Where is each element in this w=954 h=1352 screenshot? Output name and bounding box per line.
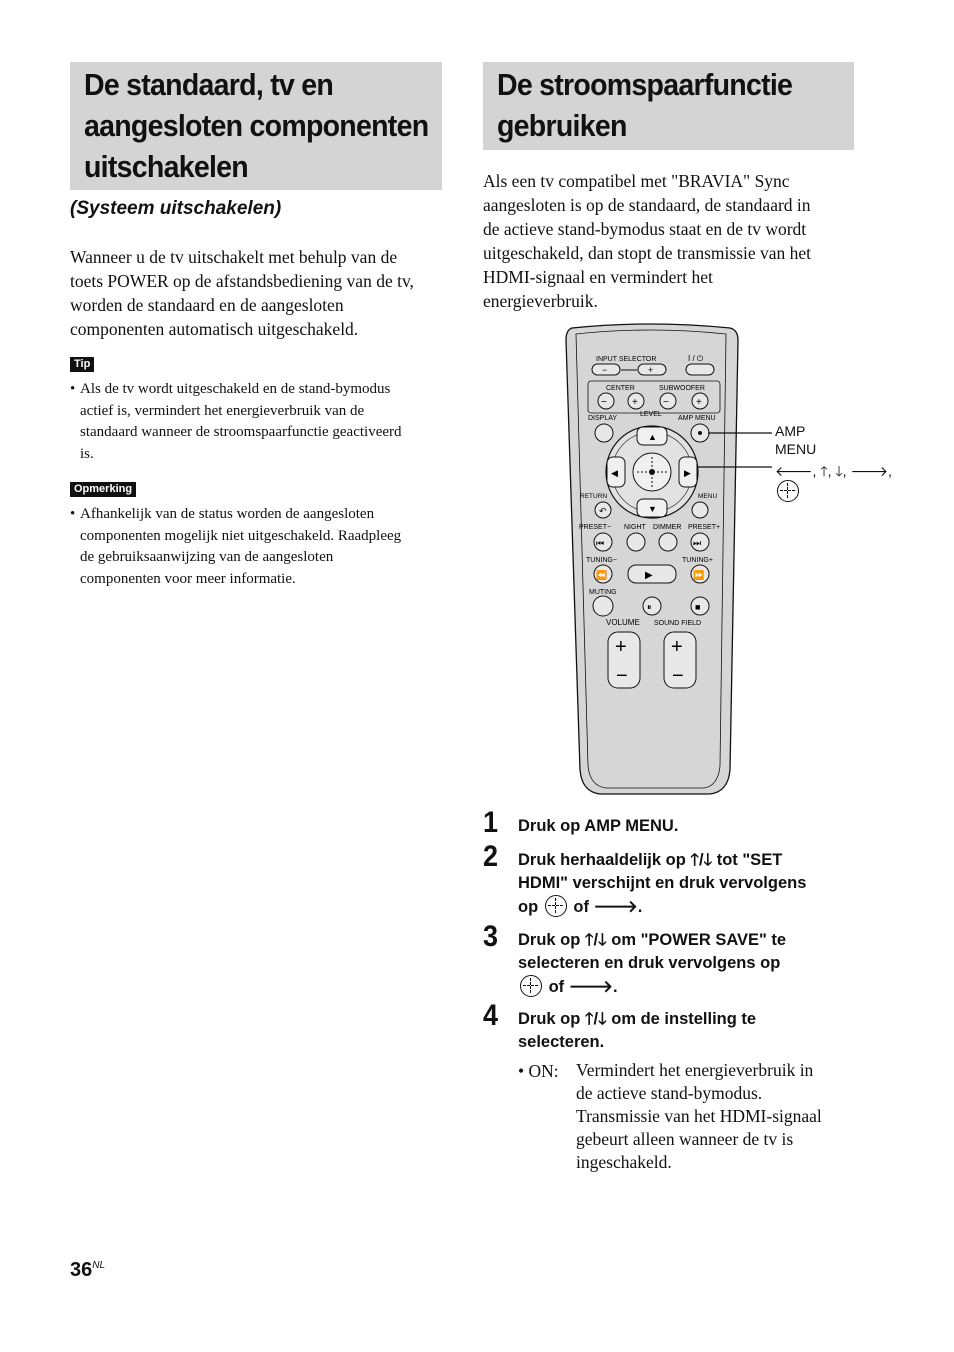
right-paragraph [483,169,855,313]
pause-icon: ⏸ [647,602,652,612]
rewind-icon: ⏪ [596,570,608,580]
bullet: • [70,506,76,522]
step-number: 2 [483,840,499,873]
text-line: HDMI-signaal en vermindert het [483,267,713,287]
step-number: 3 [483,920,499,953]
text-line: actief is, vermindert het energieverbruik van de [80,402,365,419]
right-title-line: gebruiken [497,108,627,143]
muting-button[interactable] [593,596,613,616]
text-line: is. [80,446,94,463]
text-line: Als de tv wordt uitgeschakeld en de stand-bymodus [80,381,391,397]
arrows-callout [775,462,892,502]
volume-label: VOLUME [606,618,640,627]
level-label: LEVEL [640,411,662,418]
step-number: 4 [483,999,499,1032]
power-label: I / ⏻ [688,354,704,363]
step-number: 1 [483,806,499,839]
sound-field-label: SOUND FIELD [654,620,702,627]
plus-glyph: + [648,365,654,375]
left-arrow-icon: ◀ [611,468,618,478]
amp-menu-callout [775,422,816,458]
fast-forward-icon: ⏩ [693,570,705,580]
note-text [70,504,442,591]
display-label: DISPLAY [588,415,618,422]
tuning-plus-label: TUNING+ [682,557,713,564]
step-tail-post: of 🡒. [573,898,643,916]
tip-text [70,379,442,466]
left-subtitle: (Systeem uitschakelen) [70,198,282,219]
step-line: Druk op AMP MENU. [518,817,679,835]
volume-minus-glyph: − [616,665,628,687]
step-line: Druk herhaaldelijk op 🡑/🡓 tot "SET [518,851,783,869]
step-line [518,895,806,919]
text-line: de gebruiksaanwijzing van de aangesloten [80,549,334,566]
on-option-label: • ON: [518,1061,559,1081]
text-line: componenten mogelijk niet uitgeschakeld. Raadpleeg [80,527,402,544]
menu-label: MENU [698,493,718,500]
enter-icon [545,895,567,917]
enter-icon [520,975,542,997]
dimmer-label: DIMMER [653,524,682,531]
text-line: energieverbruik. [483,291,598,311]
subwoofer-label: SUBWOOFER [659,385,705,392]
return-label: RETURN [580,493,608,500]
text-line: uitgeschakeld, dan stopt de transmissie van het [483,243,812,263]
muting-label: MUTING [589,589,617,596]
step-line: selecteren en druk vervolgens op [518,954,781,972]
preset-plus-label: PRESET+ [688,524,721,531]
enter-icon [777,480,799,502]
input-selector-label: INPUT SELECTOR [596,356,657,363]
night-label: NIGHT [624,524,646,531]
display-button[interactable] [595,424,613,442]
down-arrow-icon: ▼ [648,504,657,514]
step-line: Druk op 🡑/🡓 om "POWER SAVE" te [518,931,787,949]
step-1-text [518,815,678,838]
callout-line: AMP [775,423,806,439]
text-line: toets POWER op de afstandsbediening van de tv, [70,271,414,291]
remote-control-illustration [560,320,860,800]
right-title-line: De stroomspaarfunctie [497,67,793,102]
on-option-description [576,1059,861,1174]
left-paragraph [70,245,448,341]
text-line: de actieve stand-bymodus. [576,1083,763,1103]
step-line: HDMI" verschijnt en druk vervolgens [518,874,807,892]
text-line: componenten automatisch uitgeschakeld. [70,319,359,339]
step-3-text [518,929,786,999]
tuning-minus-label: TUNING− [586,557,617,564]
previous-icon: ⏮ [596,538,605,548]
pause-button[interactable] [643,597,661,615]
center-label: CENTER [606,385,635,392]
plus-glyph: + [632,397,638,408]
right-arrow-icon: ▶ [684,468,691,478]
next-icon: ⏭ [693,538,702,548]
text-line: componenten voor meer informatie. [80,571,296,588]
bullet: • [70,381,76,397]
stop-icon: ■ [695,602,701,612]
text-line: aangesloten is op de standaard, de standaard in [483,195,811,215]
text-line: de actieve stand-bymodus staat en de tv wordt [483,219,807,239]
callout-line: MENU [775,441,817,457]
plus-glyph: + [696,397,702,408]
step-tail-post: of 🡒. [548,978,618,996]
left-title-line: De standaard, tv en [84,67,334,102]
left-title-line: aangesloten componenten [84,108,429,143]
right-title-banner [483,62,854,150]
sound-field-plus-glyph: + [671,636,683,658]
minus-glyph: − [601,397,607,408]
step-line: Druk op 🡑/🡓 om de instelling te [518,1010,757,1028]
enter-dot [649,469,655,475]
step-line [518,975,786,999]
step-tail-pre: op [518,898,539,916]
arrows-callout-text: 🡐, 🡑, 🡓, 🡒, [775,463,892,479]
return-icon: ↶ [599,506,607,516]
page-number [70,1259,105,1282]
up-arrow-icon: ▲ [648,432,657,442]
amp-menu-label: AMP MENU [678,415,716,422]
step-line: selecteren. [518,1033,605,1051]
text-line: ingeschakeld. [576,1152,672,1172]
left-title-banner [70,62,442,190]
step-4-text [518,1008,756,1054]
text-line: standaard wanneer de stroomspaarfunctie geactiveerd [80,424,402,441]
page-number-value: 36 [70,1259,93,1281]
sound-field-minus-glyph: − [672,665,684,687]
note-label: Opmerking [70,482,136,497]
amp-menu-dot [698,431,702,435]
power-button[interactable] [686,364,714,375]
text-line: Als een tv compatibel met "BRAVIA" Sync [483,171,790,191]
volume-plus-glyph: + [615,636,627,658]
page-language-suffix: NL [92,1260,106,1271]
text-line: gebeurt alleen wanneer de tv is [576,1129,794,1149]
left-title-line: uitschakelen [84,149,248,184]
text-line: Vermindert het energieverbruik in [576,1060,814,1080]
text-line: Afhankelijk van de status worden de aangesloten [80,506,375,522]
text-line: Transmissie van het HDMI-signaal [576,1106,822,1126]
play-icon: ▶ [645,570,653,581]
text-line: Wanneer u de tv uitschakelt met behulp van de [70,247,398,267]
text-line: worden de standaard en de aangesloten [70,295,344,315]
minus-glyph: − [602,365,608,375]
tip-label: Tip [70,357,94,372]
preset-minus-label: PRESET− [579,524,612,531]
menu-button[interactable] [692,502,708,518]
night-button[interactable] [627,533,645,551]
minus-glyph: − [663,397,669,408]
step-2-text [518,849,806,919]
dimmer-button[interactable] [659,533,677,551]
